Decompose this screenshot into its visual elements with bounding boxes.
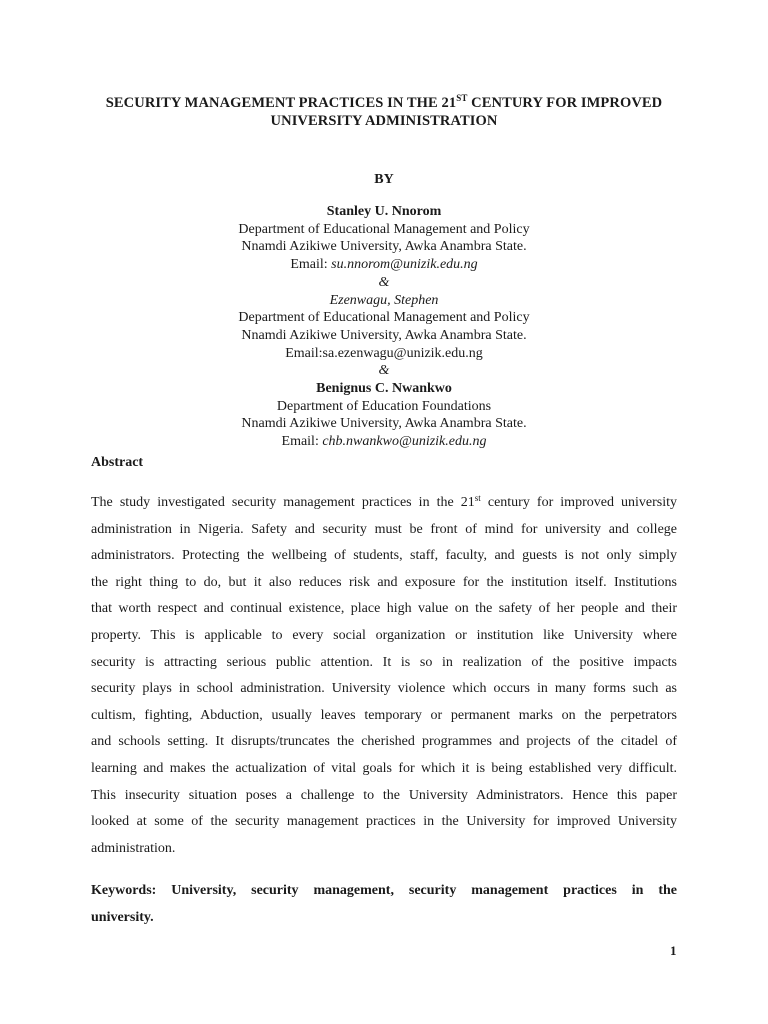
page-number: 1: [670, 943, 677, 958]
abstract-line: [91, 490, 677, 517]
title-line-1-start: SECURITY MANAGEMENT PRACTICES IN THE 21: [105, 95, 457, 111]
author-3-institution: Nnamdi Azikiwe University, Awka Anambra State.: [241, 416, 527, 432]
title-line-1-end: CENTURY FOR IMPROVED: [467, 95, 663, 111]
separator-2: &: [378, 363, 390, 379]
title-line-1: [60, 94, 708, 112]
author-block: [0, 203, 768, 451]
by-label: BY: [374, 172, 394, 187]
author-2-name: Ezenwagu, Stephen: [329, 292, 439, 308]
separator-1: &: [378, 274, 390, 290]
author-3-department: Department of Education Foundations: [276, 398, 492, 414]
abstract-superscript: st: [474, 493, 481, 503]
author-2-email[interactable]: Email:sa.ezenwagu@unizik.edu.ng: [285, 345, 483, 361]
abstract-line: property. This is applicable to every social organization or institution like University where: [91, 627, 677, 643]
keywords-line-2: university.: [91, 909, 154, 925]
keywords: [91, 878, 677, 931]
abstract-line: administration.: [91, 840, 176, 856]
abstract-line: the right thing to do, but it also reduces risk and exposure for the institution itself. Institutions: [91, 574, 677, 590]
abstract-line: This insecurity situation poses a challenge to the University Administrators. Hence this paper: [91, 787, 677, 803]
author-1-institution: Nnamdi Azikiwe University, Awka Anambra State.: [241, 239, 527, 255]
abstract-line: looked at some of the security management practices in the University for improved University: [91, 814, 677, 830]
author-1-email-label: Email:: [290, 257, 332, 273]
author-2-institution: Nnamdi Azikiwe University, Awka Anambra State.: [241, 327, 527, 343]
author-3-email[interactable]: chb.nwankwo@unizik.edu.ng: [322, 434, 487, 450]
title-line-2: UNIVERSITY ADMINISTRATION: [270, 113, 498, 129]
abstract-line: security is attracting serious public attention. It is so in realization of the positive impacts: [91, 654, 677, 670]
author-3-email-line: [0, 433, 768, 451]
abstract-line: security plays in school administration. University violence which occurs in many forms such as: [91, 681, 677, 697]
author-1-name: Stanley U. Nnorom: [326, 204, 442, 219]
abstract-line: administrators. Protecting the wellbeing of students, staff, faculty, and guests is not only simply: [91, 548, 677, 564]
title-superscript: ST: [456, 93, 468, 103]
abstract-line-end: century for improved university: [480, 495, 677, 510]
author-1-email[interactable]: su.nnorom@unizik.edu.ng: [331, 257, 478, 273]
author-3-name: Benignus C. Nwankwo: [316, 381, 452, 397]
abstract-line: learning and makes the actualization of vital goals for which it is being established very difficult.: [91, 760, 677, 776]
author-3-email-label: Email:: [281, 434, 323, 450]
author-2-department: Department of Educational Management and Policy: [238, 310, 530, 326]
author-1-email-line: [0, 256, 768, 274]
paper-title: [60, 94, 708, 130]
abstract-heading: Abstract: [91, 455, 144, 470]
abstract-line: that worth respect and continual existence, place high value on the safety of her people and their: [91, 601, 677, 617]
abstract-line: cultism, fighting, Abduction, usually leaves temporary or permanent marks on the perpetrators: [91, 707, 677, 723]
keywords-line-1: Keywords: University, security management, security management practices in the: [91, 883, 677, 898]
abstract-body: [91, 490, 677, 862]
abstract-line: administration in Nigeria. Safety and security must be front of mind for university and college: [91, 521, 677, 537]
author-1-department: Department of Educational Management and Policy: [238, 221, 530, 237]
abstract-line-start: The study investigated security management practices in the 21: [91, 495, 475, 510]
abstract-line: and schools setting. It disrupts/truncates the cherished programmes and projects of the citadel of: [91, 734, 677, 750]
